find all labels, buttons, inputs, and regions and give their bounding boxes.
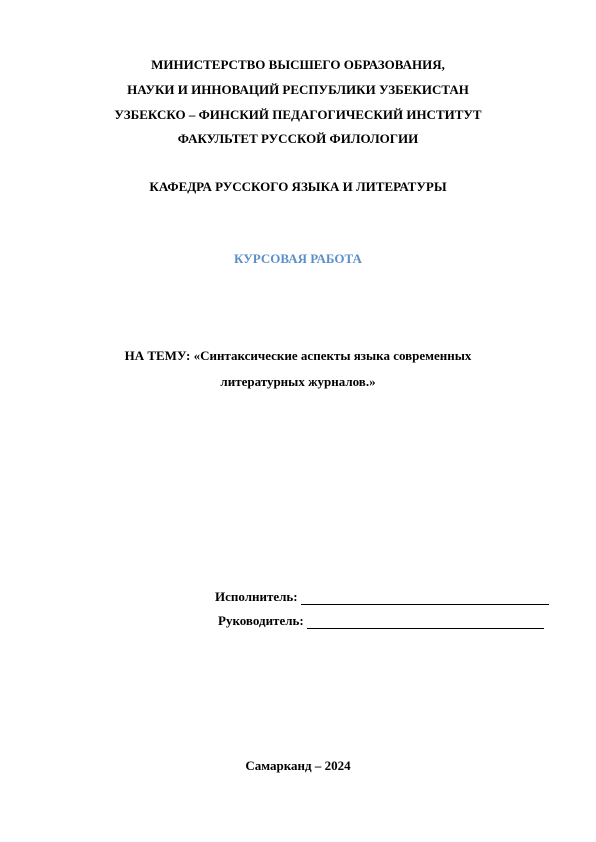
executor-signature-line bbox=[301, 592, 549, 605]
department-name: КАФЕДРА РУССКОГО ЯЗЫКА И ЛИТЕРАТУРЫ bbox=[149, 179, 447, 194]
ministry-line-1: МИНИСТЕРСТВО ВЫСШЕГО ОБРАЗОВАНИЯ, bbox=[151, 57, 445, 72]
work-type-title: КУРСОВАЯ РАБОТА bbox=[234, 251, 362, 266]
institute-name: УЗБЕКСКО – ФИНСКИЙ ПЕДАГОГИЧЕСКИЙ ИНСТИТУТ bbox=[114, 107, 482, 122]
faculty-name: ФАКУЛЬТЕТ РУССКОЙ ФИЛОЛОГИИ bbox=[177, 131, 419, 146]
city-year: Самарканд – 2024 bbox=[245, 758, 351, 773]
supervisor-signature-row bbox=[218, 613, 544, 629]
supervisor-label: Руководитель: bbox=[218, 613, 304, 628]
ministry-line-2: НАУКИ И ИННОВАЦИЙ РЕСПУБЛИКИ УЗБЕКИСТАН bbox=[127, 82, 469, 97]
executor-label: Исполнитель: bbox=[215, 589, 298, 604]
topic-line-1: НА ТЕМУ: «Синтаксические аспекты языка современных bbox=[124, 348, 472, 363]
topic-line-2: литературных журналов.» bbox=[220, 374, 376, 389]
supervisor-signature-line bbox=[307, 616, 544, 629]
executor-signature-row bbox=[215, 589, 549, 605]
